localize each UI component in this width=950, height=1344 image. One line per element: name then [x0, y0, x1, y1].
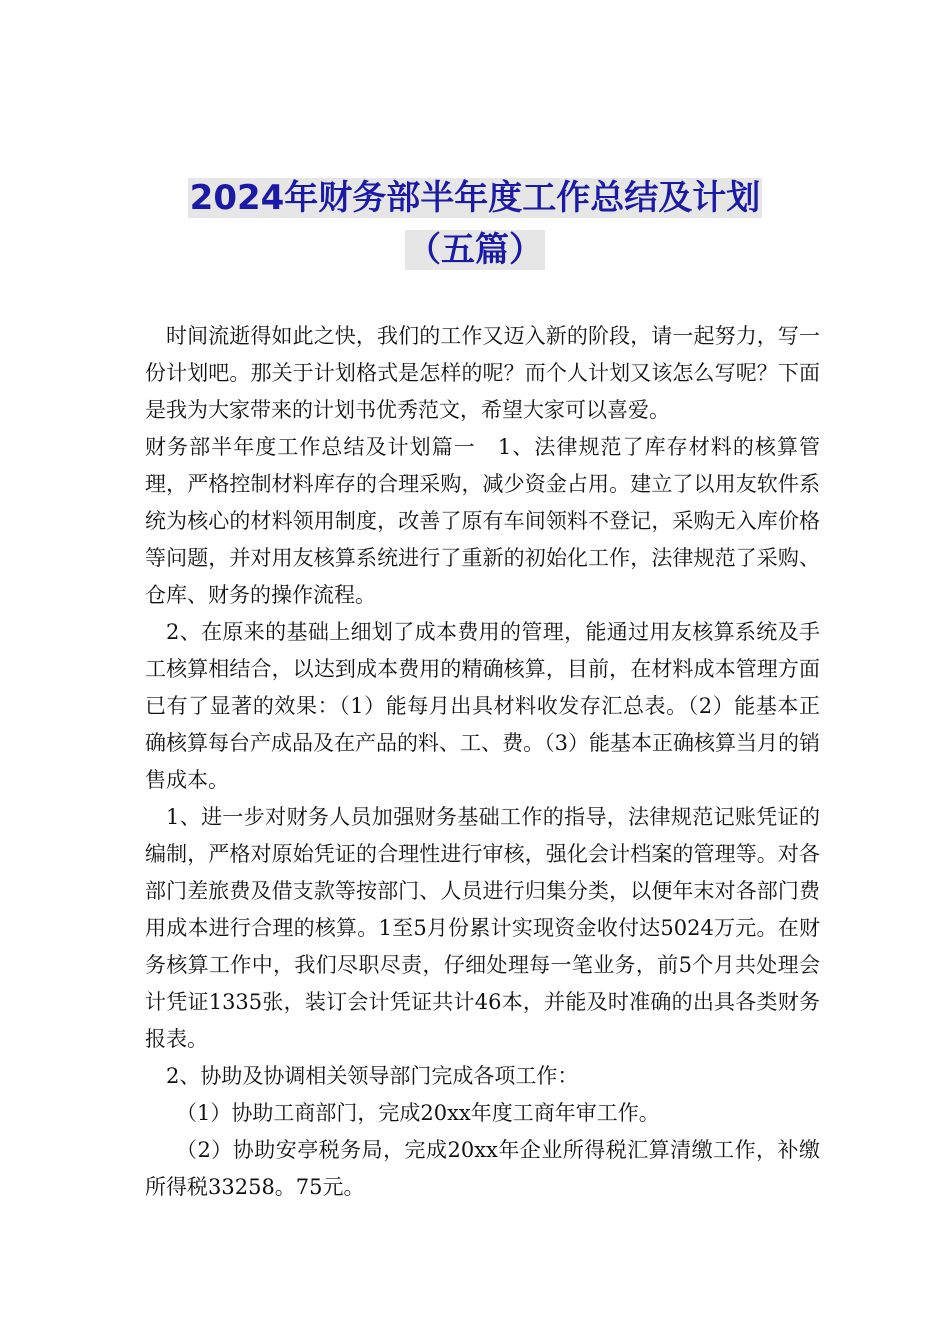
document-title	[0, 172, 950, 276]
title-line-1: 2024年财务部半年度工作总结及计划	[189, 178, 761, 218]
paragraph-intro: 时间流逝得如此之快，我们的工作又迈入新的阶段，请一起努力，写一份计划吧。那关于计划格式是怎样的呢？而个人计划又该怎么写呢？下面是我为大家带来的计划书优秀范文，希望大家可以喜爱。	[145, 324, 820, 422]
paragraph-cost-management: 2、在原来的基础上细划了成本费用的管理，能通过用友核算系统及手工核算相结合，以达到成本费用的精确核算，目前，在材料成本管理方面已有了显著的效果：（1）能每月出具材料收发存汇总表。（2）能基本正确核算每台产成品及在产品的料、工、费。（3）能基本正确核算当月的销售成本。	[145, 620, 820, 792]
title-line-2: （五篇）	[407, 230, 543, 270]
paragraph-item-2: （2）协助安亭税务局，完成20xx年企业所得税汇算清缴工作，补缴所得税33258。75元。	[145, 1138, 820, 1199]
paragraph-item-1: （1）协助工商部门，完成20xx年度工商年审工作。	[176, 1101, 660, 1125]
document-body	[145, 318, 820, 1206]
paragraph-finance-basics: 1、进一步对财务人员加强财务基础工作的指导，法律规范记账凭证的编制，严格对原始凭证的合理性进行审核，强化会计档案的管理等。对各部门差旅费及借支款等按部门、人员进行归集分类，以便年末对各部门费用成本进行合理的核算。1至5月份累计实现资金收付达5024万元。在财务核算工作中，我们尽职尽责，仔细处理每一笔业务，前5个月共处理会计凭证1335张，装订会计凭证共计46本，并能及时准确的出具各类财务报表。	[145, 805, 820, 1051]
paragraph-coordination: 2、协助及协调相关领导部门完成各项工作：	[166, 1064, 579, 1088]
paragraph-section-1: 财务部半年度工作总结及计划篇一 1、法律规范了库存材料的核算管理，严格控制材料库存的合理采购，减少资金占用。建立了以用友软件系统为核心的材料领用制度，改善了原有车间领料不登记，采购无入库价格等问题，并对用友核算系统进行了重新的初始化工作，法律规范了采购、仓库、财务的操作流程。	[145, 435, 820, 607]
